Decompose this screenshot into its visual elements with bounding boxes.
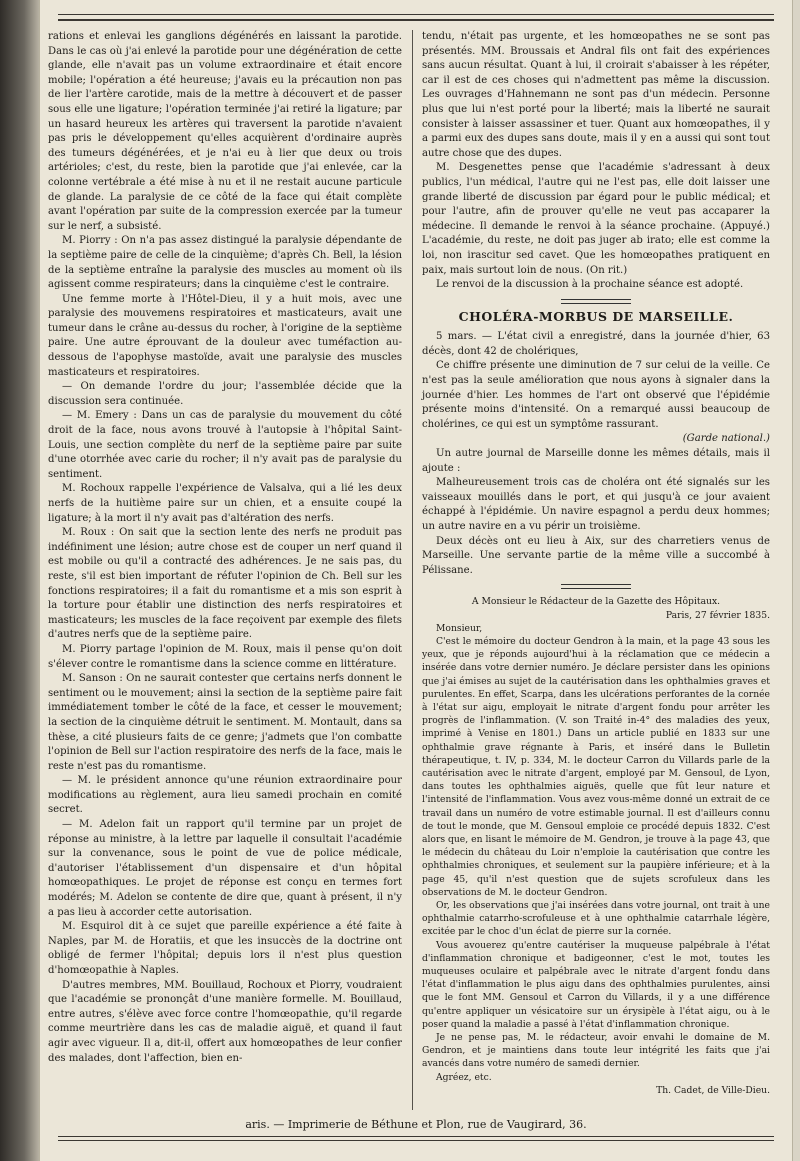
paragraph: Malheureusement trois cas de choléra ont été signalés sur les vaisseaux mouillés dans le port, et qui jusqu'à ce jour avaient échappé à l'épidémie. Un navire espagnol a perdu deux hommes; un autre navire en a vu périr un troisième. <box>422 477 770 532</box>
binding-shadow <box>0 0 40 1161</box>
paragraph: M. Piorry partage l'opinion de M. Roux, mais il pense qu'on doit s'élever contre le romantisme dans la science comme en littérature. <box>48 643 402 670</box>
paragraph: Deux décès ont eu lieu à Aix, sur des charretiers venus de Marseille. Une servante partie de la même ville a succombé à Pélissane. <box>422 535 770 576</box>
newspaper-page <box>40 0 792 1161</box>
paragraph: M. Sanson : On ne saurait contester que certains nerfs donnent le sentiment ou le mouvement; ainsi la section de la septième paire fait immédiatement tomber le côté de la face, et cesser le mouvement; la section de la cinquième détruit le sentiment. M. Montault, dans sa thèse, a cité plusieurs faits de ce genre; j'admets que l'on combatte l'opinion de Bell sur l'action respiratoire des nerfs de la face, mais le reste n'est pas du romantisme. <box>48 673 402 772</box>
letter-date: Paris, 27 février 1835. <box>665 609 770 621</box>
source-text: (Garde national.) <box>682 433 770 445</box>
paragraph: Or, les observations que j'ai insérées dans votre journal, ont trait à une ophthalmie catarrho-scrofuleuse et à une ophthalmie catarrhale légère, excitée par le choc d'un éclat de pierre sur la cornée. <box>422 900 770 938</box>
paragraph: — On demande l'ordre du jour; l'assemblée décide que la discussion sera continuée. <box>48 381 402 407</box>
section-separator <box>561 584 631 589</box>
top-rule <box>58 14 774 21</box>
paragraph: C'est le mémoire du docteur Gendron à la main, et la page 43 sous les yeux, que je réponds aujourd'hui à la réclamation que ce médecin a insérée dans votre dernier numéro. Je déclare persister dans les opinions que j'ai émises au sujet de la cautérisation dans les ophthalmies graves et purulentes. En effet, Scarpa, dans les ulcérations perforantes de la cornée à l'état sur aigu, employait le nitrate d'argent fondu pour arrêter les progrès de l'inflammation. (V. son Traité in-4° des maladies des yeux, imprimé à Venise en 1801.) Dans un article publié en 1833 sur une ophthalmie grave régnante à Paris, et inséré dans le Bulletin thérapeutique, t. IV, p. 334, M. le docteur Carron du Villards parle de la cautérisation avec le nitrate d'argent, employé par M. Gensoul, de Lyon, dans toutes les ophthalmies aiguës, quelle que fût leur nature et l'intensité de l'inflammation. Vous avez vous-même donné un extrait de ce travail dans un numéro de votre estimable journal. Il est d'ailleurs connu de tout le monde, que M. Gensoul emploie ce procédé depuis 1832. C'est alors que, en lisant le mémoire de M. Gendron, je trouve à la page 43, que le médecin du château du Loir n'emploie la cautérisation que contre les ophthalmies chroniques, et seulement sur la paupière inférieure; et à la page 45, qu'il n'est question que de sujets scrofuleux dans les observations de M. le docteur Gendron. <box>422 635 770 898</box>
paragraph: 5 mars. — L'état civil a enregistré, dans la journée d'hier, 63 décès, dont 42 de cholériques, <box>422 331 770 357</box>
paragraph: — M. Emery : Dans un cas de paralysie du mouvement du côté droit de la face, nous avons trouvé à l'autopsie à l'hôpital Saint-Louis, une section complète du nerf de la septième paire par suite d'une otorrhée avec carie du rocher; il n'y avait pas de paralysie du sentiment. <box>48 410 402 480</box>
letter-salutation: Monsieur, <box>436 622 483 634</box>
letter-closing: Agréez, etc. <box>436 1071 492 1083</box>
paragraph: Un autre journal de Marseille donne les mêmes détails, mais il ajoute : <box>422 448 770 474</box>
bottom-rule <box>58 1136 774 1141</box>
paragraph: M. Roux : On sait que la section lente des nerfs ne produit pas indéfiniment une lésion; autre chose est de couper un nerf quand il est mobile ou qu'il a contracté des adhérences. Je ne sais pas, du reste, s'il est bien important de réfuter l'opinion de Ch. Bell sur les fonctions respiratoires; il a fait du romantisme et a mis son esprit à la torture pour établir une distinction des nerfs respiratoires et masticateurs; les muscles de la face reçoivent par exemple des filets d'autres nerfs que de la septième paire. <box>48 527 402 641</box>
paragraph: D'autres membres, MM. Bouillaud, Rochoux et Piorry, voudraient que l'académie se prononçât d'une manière formelle. M. Bouillaud, entre autres, s'élève avec force contre l'homœopathie, qu'il regarde comme meurtrière dans les cas de maladie aiguë, et quand il faut agir avec vigueur. Il a, dit-il, offert aux homœopathes de leur confier des malades, dont l'affection, bien en- <box>48 979 402 1064</box>
paragraph: M. Piorry : On n'a pas assez distingué la paralysie dépendante de la septième paire de celle de la cinquième; d'après Ch. Bell, la lésion de la septième entraîne la paralysie des muscles au moment où ils agissent comme respirateurs; dans la cinquième c'est le contraire. <box>48 235 402 291</box>
letter <box>422 595 770 1097</box>
paragraph: — M. le président annonce qu'une réunion extraordinaire pour modifications au règlement, aura lieu samedi prochain en comité secret. <box>48 775 402 816</box>
paragraph: Je ne pense pas, M. le rédacteur, avoir envahi le domaine de M. Gendron, et je maintiens dans toute leur intégrité les faits que j'ai avancés dans votre numéro de samedi dernier. <box>422 1032 770 1070</box>
right-column <box>422 30 770 1097</box>
printer-imprint: aris. — Imprimerie de Béthune et Plon, rue de Vaugirard, 36. <box>245 1118 587 1131</box>
section-title: CHOLÉRA-MORBUS DE MARSEILLE. <box>458 308 734 324</box>
paragraph: rations et enlevai les ganglions dégénérés en laissant la parotide. Dans le cas où j'ai enlevé la parotide pour une dégénération de cette glande, elle n'avait pas un volume extraordinaire et était encore mobile; l'opération a été heureuse; j'avais eu la précaution non pas de lier l'artère carotide, mais de la mettre à découvert et de passer sous elle une ligature; l'opération terminée j'ai retiré la ligature; par un hasard heureux les artères qui traversent la parotide n'avaient pas pris le développement qu'elles acquièrent d'ordinaire auprès des tumeurs dégénérées, et je n'ai eu à lier que deux ou trois artérioles; c'est, du reste, bien la parotide que j'ai enlevée, car la colonne vertébrale a été mise à nu et il ne restait aucune particule de glande. La paralysie de ce côté de la face qui était complète avant l'opération par suite de la compression exercée par la tumeur sur le nerf, a subsisté. <box>48 31 402 232</box>
paragraph: tendu, n'était pas urgente, et les homœopathes ne se sont pas présentés. MM. Broussais et Andral fils ont fait des expériences sans aucun résultat. Quant à lui, il croirait s'abaisser à les répéter, car il est de ces choses qui n'admettent pas même la discussion. Les ouvrages d'Hahnemann ne sont pas d'un médecin. Personne plus que lui n'est porté pour la liberté; mais la liberté ne saurait consister à laisser assassiner et tuer. Quant aux homœopathes, il y a parmi eux des dupes sans doute, mais il y en a aussi qui sont tout autre chose que des dupes. <box>422 31 770 159</box>
letter-heading: A Monsieur le Rédacteur de la Gazette des Hôpitaux. <box>471 596 721 608</box>
paragraph: M. Desgenettes pense que l'académie s'adressant à deux publics, l'un médical, l'autre qui ne l'est pas, elle doit laisser une grande liberté de discussion par égard pour le public médical; et pour l'autre, afin de prouver qu'elle ne veut pas accaparer la médecine. Il demande le renvoi à la séance prochaine. (Appuyé.) L'académie, du reste, ne doit pas juger ab irato; elle est comme la loi, non irascitur sed cavet. Que les homœopathes pratiquent en paix, mais surtout loin de nous. (On rit.) <box>422 162 770 276</box>
paragraph: M. Rochoux rappelle l'expérience de Valsalva, qui a lié les deux nerfs de la huitième paire sur un chien, et a ensuite coupé la ligature; à la mort il n'y avait pas d'altération des nerfs. <box>48 483 402 524</box>
left-column <box>48 30 402 1066</box>
paragraph: M. Esquirol dit à ce sujet que pareille expérience a été faite à Naples, par M. de Horatiis, et que les insuccès de la doctrine ont obligé de fermer l'hôpital; depuis lors il n'est plus question d'homœopathie à Naples. <box>48 921 402 976</box>
paragraph: Vous avouerez qu'entre cautériser la muqueuse palpébrale à l'état d'inflammation chronique et badigeonner, c'est le mot, toutes les muqueuses oculaire et palpébrale avec le nitrate d'argent fondu dans l'état d'inflammation le plus aigu dans des ophthalmies purulentes, ainsi que le font MM. Gensoul et Carron du Villards, il y a une différence qu'entre appliquer un vésicatoire sur un érysipèle à l'état aigu, ou à le poser quand la maladie a passé à l'état d'inflammation chronique. <box>422 939 770 1030</box>
source-attribution <box>422 432 770 447</box>
paragraph: Une femme morte à l'Hôtel-Dieu, il y a huit mois, avec une paralysie des mouvemens respiratoires et masticateurs, avait une tumeur dans le crâne au-dessus du rocher, à l'origine de la septième paire. Une autre éprouvant de la douleur avec tuméfaction au-dessous de l'apophyse mastoïde, avait une paralysie des muscles masticateurs et respiratoires. <box>48 293 402 378</box>
section-separator <box>561 299 631 304</box>
paragraph: Le renvoi de la discussion à la prochaine séance est adopté. <box>436 279 744 291</box>
column-divider <box>412 30 413 1110</box>
paragraph: Ce chiffre présente une diminution de 7 sur celui de la veille. Ce n'est pas la seule amélioration que nous ayons à signaler dans la journée d'hier. Les hommes de l'art ont observé que l'épidémie présente moins d'intensité. On a remarqué aussi beaucoup de cholérines, ce qui est un symptôme rassurant. <box>422 360 770 430</box>
letter-signature: Th. Cadet, de Ville-Dieu. <box>656 1084 770 1096</box>
paragraph: — M. Adelon fait un rapport qu'il termine par un projet de réponse au ministre, à la lettre par laquelle il consultait l'académie sur la convenance, sous le point de vue de police médicale, d'autoriser l'établissement d'un dispensaire et d'un hôpital homœopathiques. Le projet de réponse est conçu en termes fort modérés; M. Adelon se contente de dire que, quant à présent, il n'y a pas lieu à accorder cette autorisation. <box>48 819 402 918</box>
